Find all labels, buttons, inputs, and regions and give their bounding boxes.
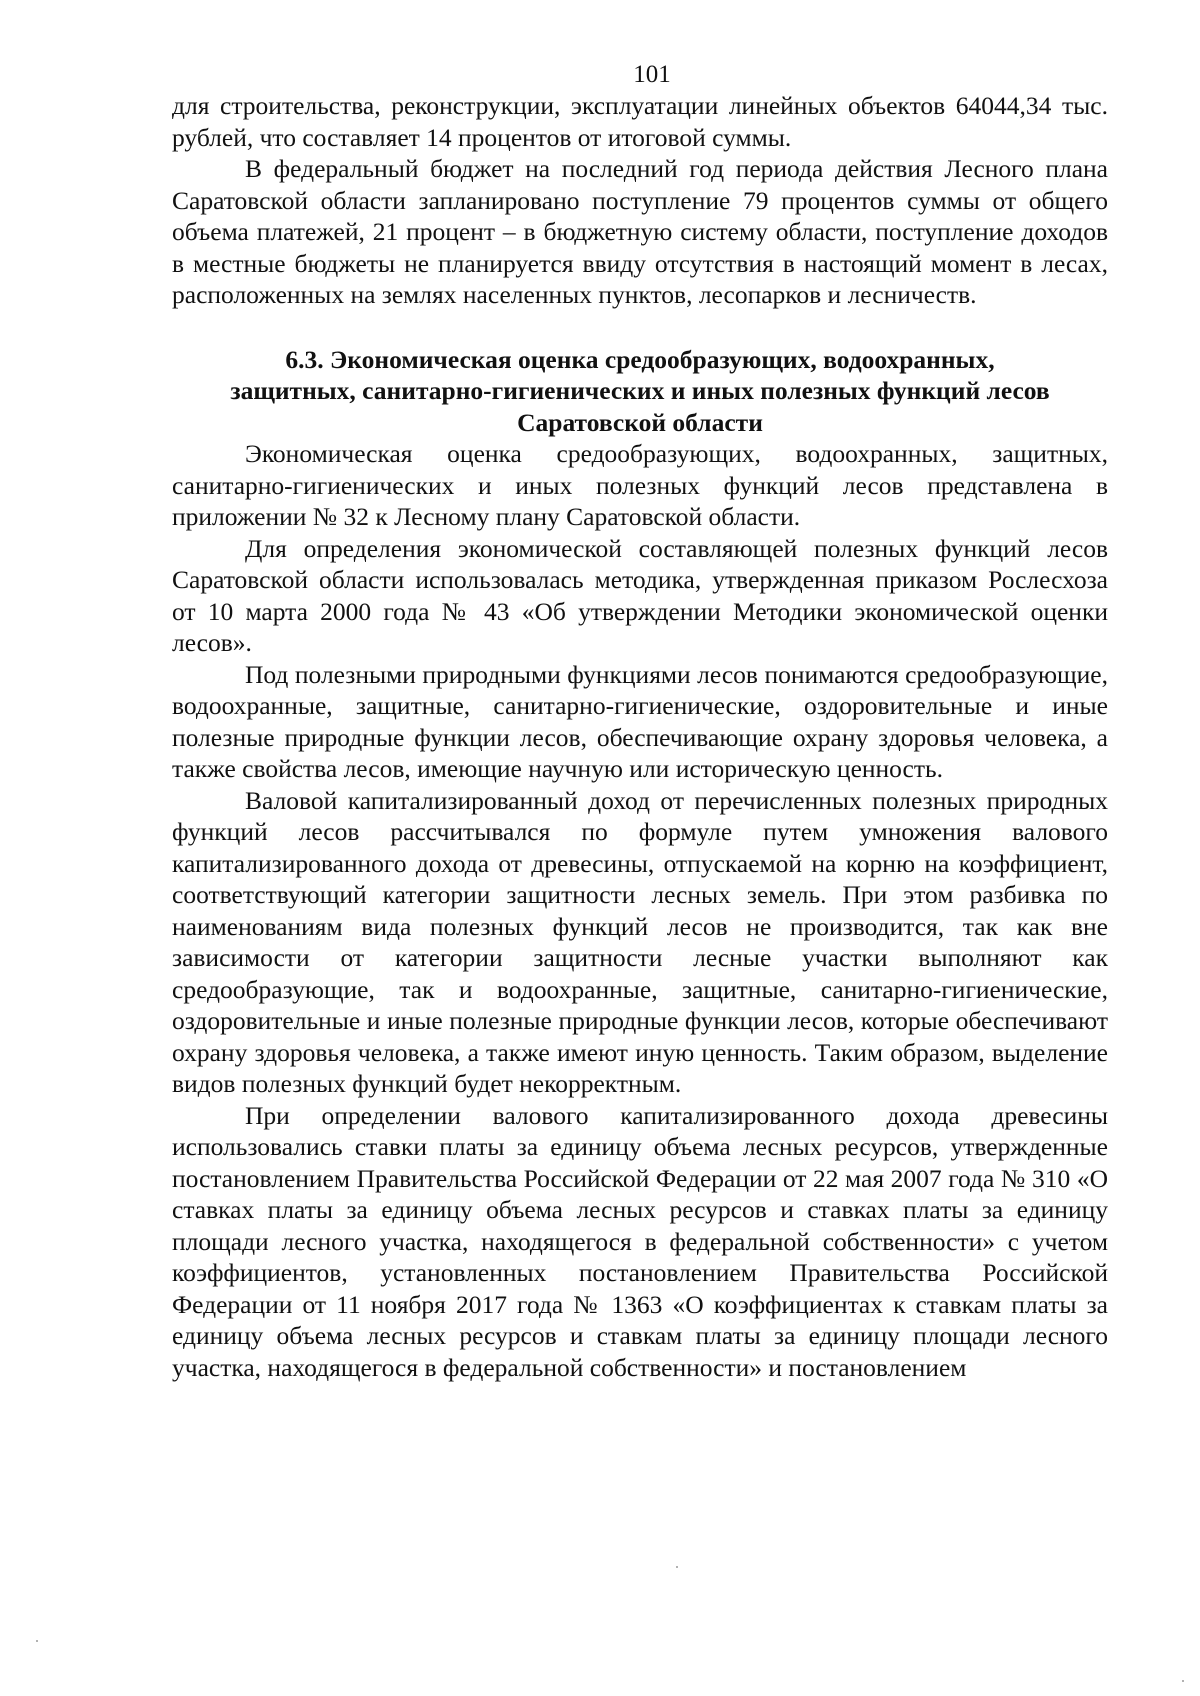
paragraph-gross-income-calculation: Валовой капитализированный доход от перечисленных полезных природных функций лесов рассчитывался по формуле путем умножения валового капитализированного дохода от древесины, отпускаемой на корню на коэффициент, соответствующий категории защитности лесных земель. При этом разбивка по наименованиям вида полезных функций лесов не производится, так как вне зависимости от категории защитности лесные участки выполняют как средообразующие, так и водоохранные, защитные, санитарно-гигиенические, оздоровительные и иные полезные природные функции лесов, которые обеспечивают охрану здоровья человека, а также имеют иную ценность. Таким образом, выделение видов полезных функций будет некорректным.	[172, 785, 1108, 1098]
paragraph-methodology: Для определения экономической составляющей полезных функций лесов Саратовской области использовалась методика, утвержденная приказом Рослесхоза от 10 марта 2000 года № 43 «Об утверждении Методики экономической оценки лесов».	[172, 533, 1108, 657]
section-heading	[172, 344, 1108, 439]
section-heading-line: Саратовской области	[517, 407, 763, 437]
scan-speck	[1182, 1680, 1184, 1682]
section-heading-line: 6.3. Экономическая оценка средообразующих, водоохранных,	[285, 344, 995, 374]
paragraph-budget-distribution: В федеральный бюджет на последний год периода действия Лесного плана Саратовской области запланировано поступление 79 процентов суммы от общего объема платежей, 21 процент – в бюджетную систему области, поступление доходов в местные бюджеты не планируется ввиду отсутствия в настоящий момент в лесах, расположенных на землях населенных пунктов, лесопарков и лесничеств.	[172, 154, 1108, 309]
scan-speck	[36, 1640, 38, 1642]
paragraph-continuation: для строительства, реконструкции, эксплуатации линейных объектов 64044,34 тыс. рублей, что составляет 14 процентов от итоговой суммы.	[172, 91, 1108, 152]
scan-speck	[676, 1566, 678, 1568]
section-heading-line: защитных, санитарно-гигиенических и иных полезных функций лесов	[230, 376, 1050, 405]
paragraph-appendix-reference: Экономическая оценка средообразующих, водоохранных, защитных, санитарно-гигиенических и иных полезных функций лесов представлена в приложении № 32 к Лесному плану Саратовской области.	[172, 439, 1108, 531]
document-page	[172, 60, 1108, 1383]
paragraph-rates-used: При определении валового капитализированного дохода древесины использовались ставки платы за единицу объема лесных ресурсов, утвержденные постановлением Правительства Российской Федерации от 22 мая 2007 года № 310 «О ставках платы за единицу объема лесных ресурсов и ставках платы за единицу площади лесного участка, находящегося в федеральной собственности» с учетом коэффициентов, установленных постановлением Правительства Российской Федерации от 11 ноября 2017 года № 1363 «О коэффициентах к ставкам платы за единицу объема лесных ресурсов и ставкам платы за единицу площади лесного участка, находящегося в федеральной собственности» и постановлением	[172, 1100, 1108, 1382]
page-number: 101	[633, 61, 671, 88]
paragraph-useful-functions-definition: Под полезными природными функциями лесов понимаются средообразующие, водоохранные, защитные, санитарно-гигиенические, оздоровительные и иные полезные природные функции лесов, обеспечивающие охрану здоровья человека, а также свойства лесов, имеющие научную или историческую ценность.	[172, 659, 1108, 783]
